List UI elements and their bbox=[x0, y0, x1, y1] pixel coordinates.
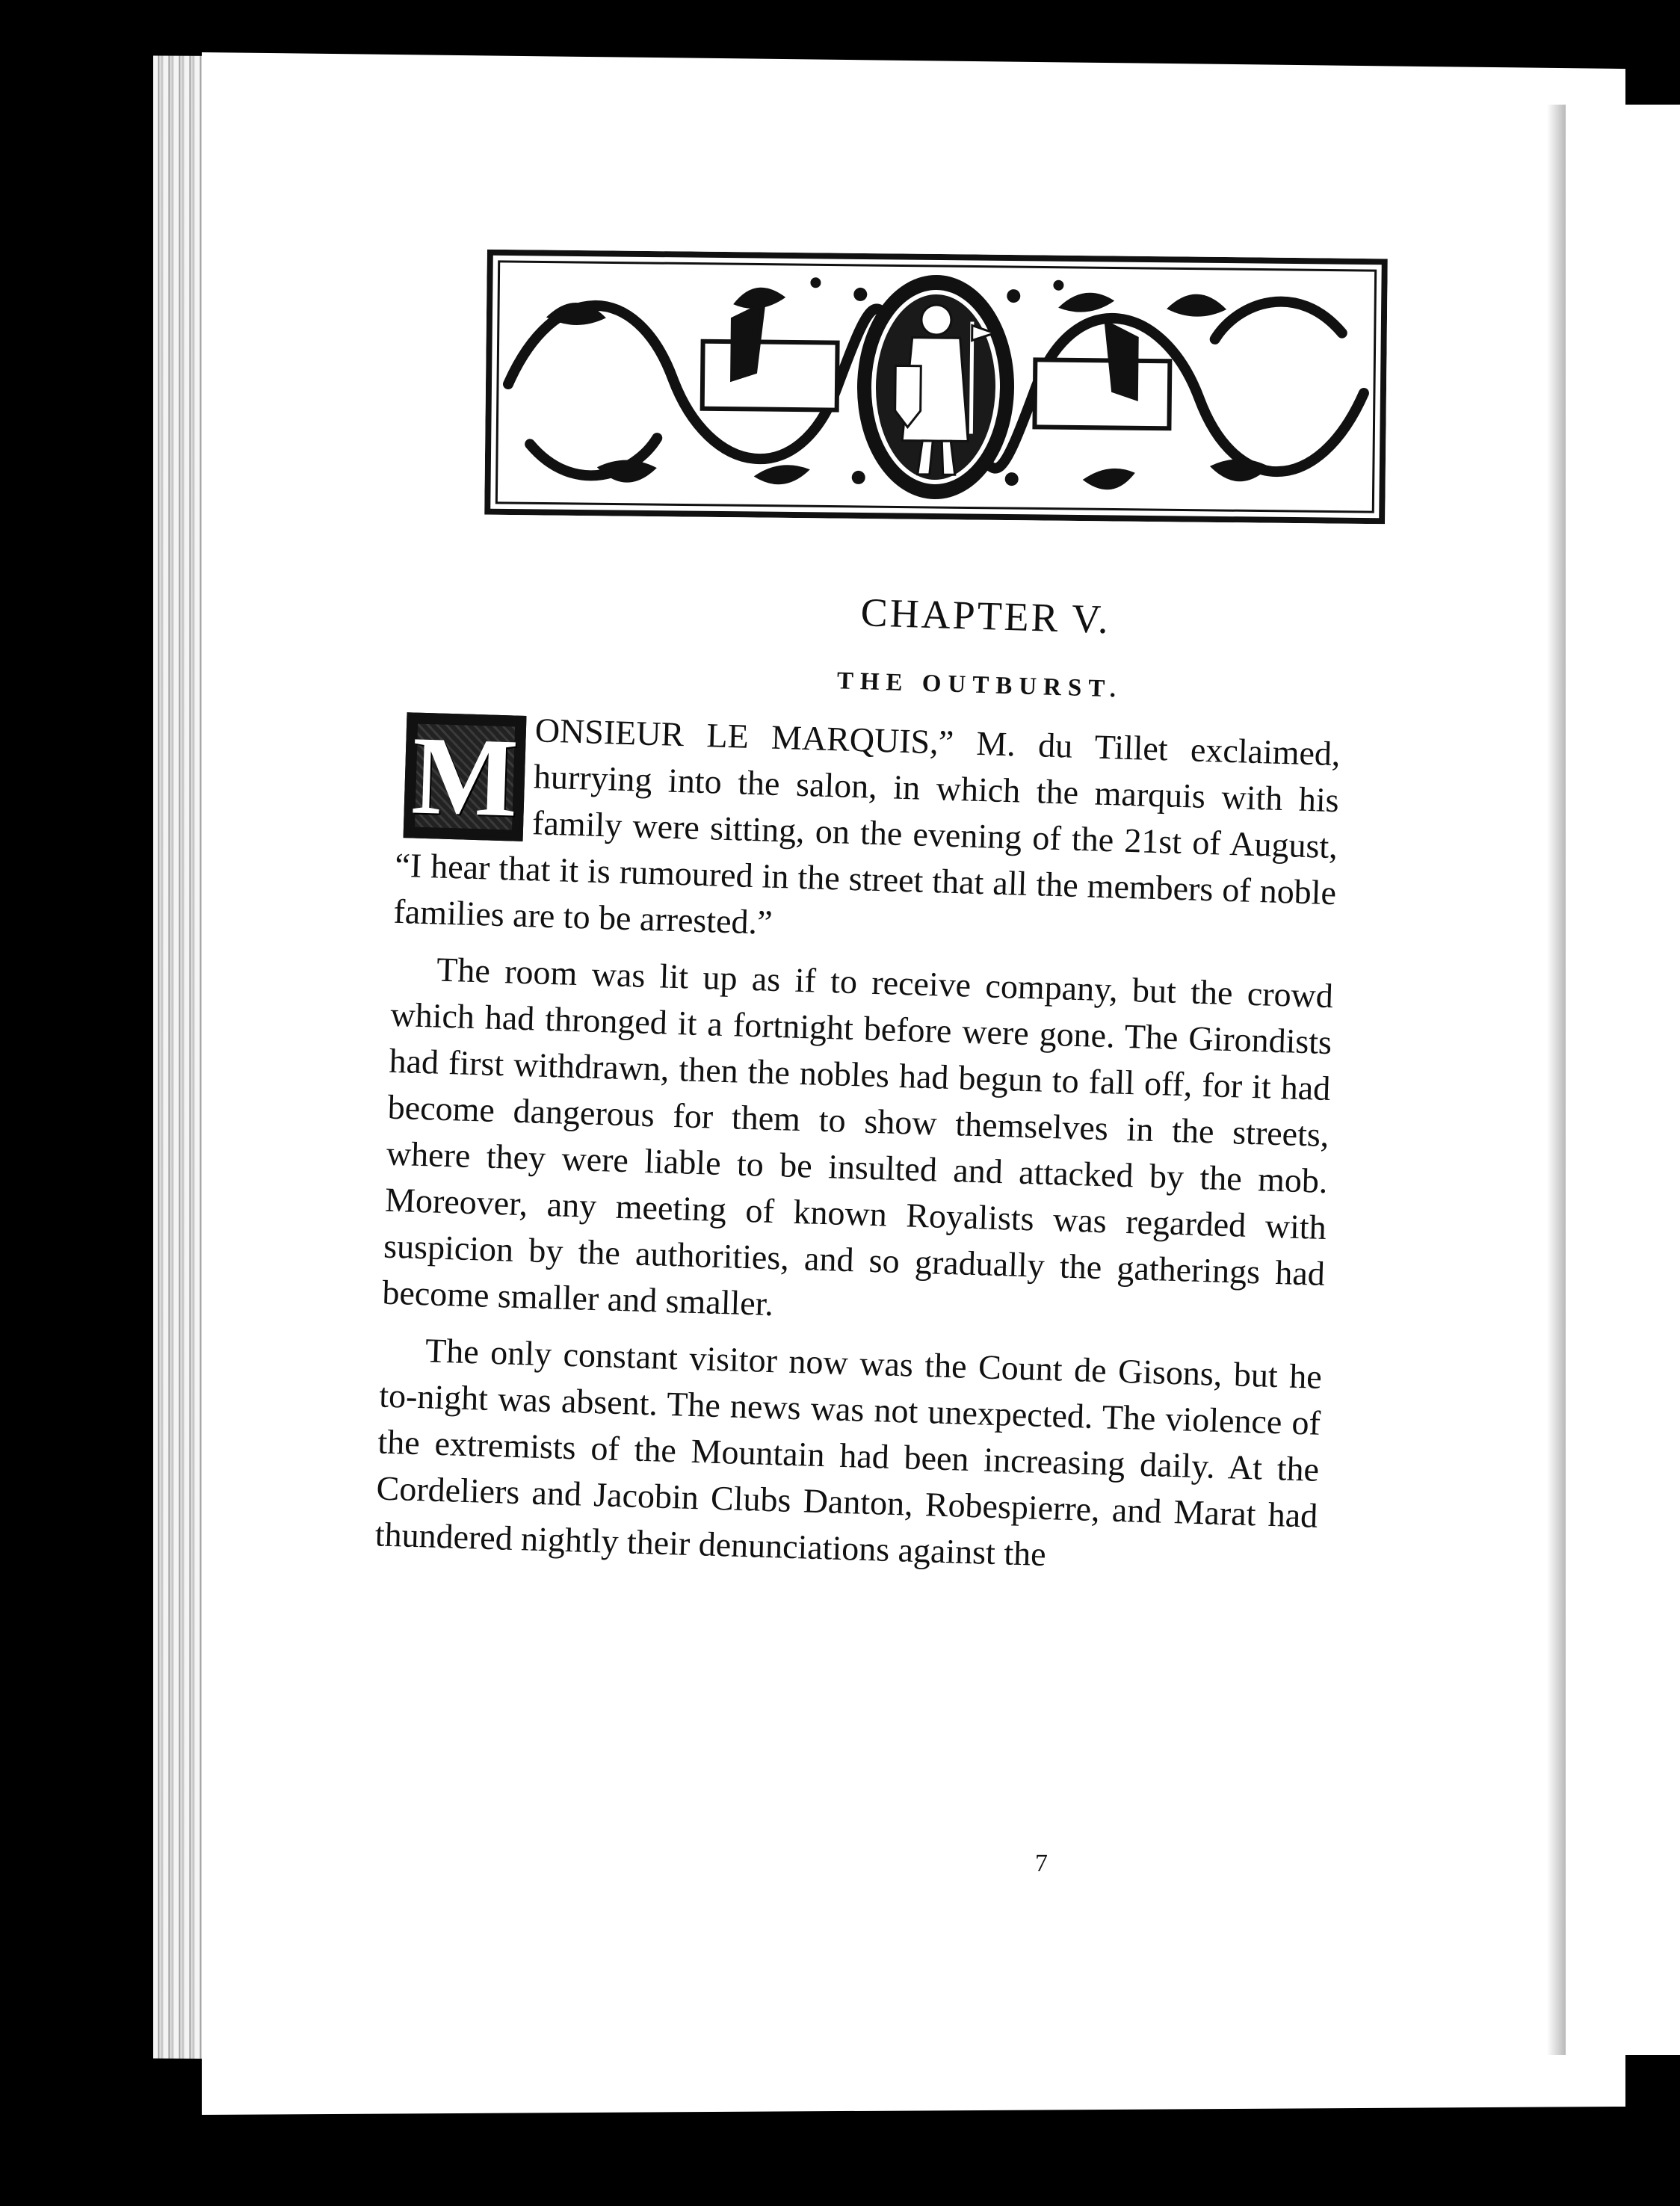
paragraph-1: ONSIEUR LE MARQUIS,” M. du Tillet exclaimed, hurrying into the salon, in which the marquis with his family were sitting, on the evening of the 21st of August, “I hear that it is rumoured in the street that all the members of noble families are to be arrested.” bbox=[392, 711, 1341, 942]
page-number: 7 bbox=[1035, 1850, 1048, 1877]
drop-cap-letter: M bbox=[410, 713, 520, 841]
chapter-title: CHAPTER V. bbox=[859, 590, 1111, 643]
text-block bbox=[374, 575, 1344, 1586]
paragraph-2: The room was lit up as if to receive company, but the crowd which had thronged it a fortnight before were gone. The Girondists had first withdrawn, then the nobles had begun to fall off, for it had become dangerous for them to show themselves in the streets, where they were liable to be insulted and attacked by the mob. Moreover, any meeting of known Royalists was regarded with suspicion by the authorities, and so gradually the gatherings had become smaller and smaller. bbox=[381, 950, 1334, 1323]
paragraph-3: The only constant visitor now was the Count de Gisons, but he to-night was absent. The news was not unexpected. The violence of the extremists of the Mountain had been increasing daily. At the Cordeliers and Jacobin Clubs Danton, Robespierre, and Marat had thundered nightly their denunciations against the bbox=[374, 1331, 1323, 1574]
chapter-subtitle: THE OUTBURST. bbox=[836, 667, 1123, 703]
ornamental-headpiece-icon bbox=[484, 250, 1388, 525]
facing-page bbox=[1566, 105, 1680, 2055]
drop-cap bbox=[404, 712, 527, 841]
